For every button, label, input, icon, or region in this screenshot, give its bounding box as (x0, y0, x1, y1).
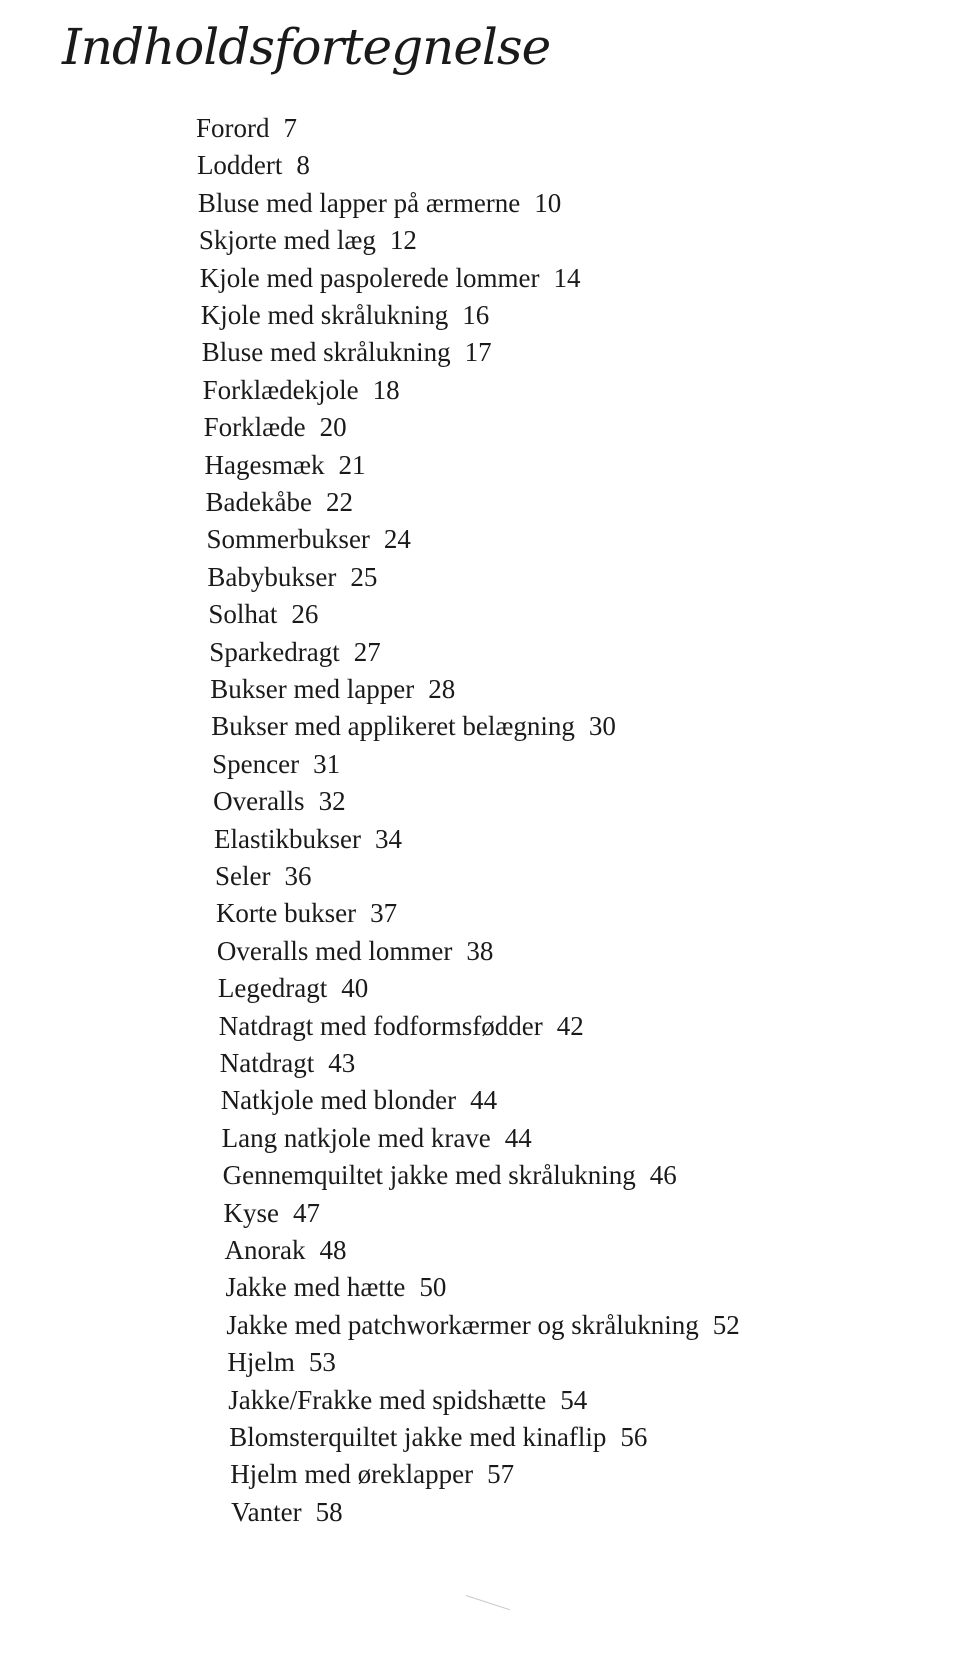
toc-entry (231, 1496, 342, 1528)
toc-entry-label: Anorak (224, 1235, 306, 1265)
toc-entry-label: Hjelm med øreklapper (230, 1459, 474, 1490)
toc-entry (203, 374, 400, 406)
toc-entry-label: Lang natkjole med krave (221, 1122, 491, 1153)
toc-entry (197, 149, 310, 181)
toc-entry-page-number: 21 (338, 449, 366, 480)
toc-entry-page-number: 44 (504, 1122, 532, 1153)
toc-entry-page-number: 16 (462, 300, 490, 330)
toc-entry-page-number: 22 (325, 487, 353, 517)
toc-entry-page-number: 50 (419, 1272, 447, 1303)
toc-entry-label: Jakke med hætte (225, 1272, 406, 1303)
toc-entry-page-number: 58 (315, 1496, 343, 1527)
toc-entry-label: Hjelm (227, 1347, 295, 1378)
toc-entry-page-number: 36 (284, 861, 312, 891)
toc-entry-label: Loddert (196, 150, 283, 181)
toc-entry-label: Kjole med paspolerede lommer (199, 262, 540, 293)
toc-entry-label: Forklæde (203, 412, 306, 443)
toc-entry-page-number: 54 (560, 1384, 588, 1415)
toc-entry-page-number: 25 (350, 561, 378, 592)
toc-entry-page-number: 44 (470, 1085, 498, 1116)
toc-entry (206, 486, 353, 518)
toc-entry-label: Bluse med lapper på ærmerne (197, 187, 521, 218)
toc-entry (196, 112, 297, 144)
toc-entry (222, 1122, 532, 1154)
page-title: Indholdsfortegnelse (62, 18, 551, 76)
toc-entry (204, 411, 347, 443)
toc-entry (211, 710, 616, 742)
toc-entry (212, 748, 340, 780)
toc-entry (229, 1421, 647, 1453)
toc-entry-label: Spencer (212, 748, 300, 779)
toc-entry-page-number: 30 (588, 711, 616, 742)
toc-entry-page-number: 28 (428, 674, 456, 704)
toc-entry (218, 972, 368, 1004)
toc-entry (225, 1271, 446, 1303)
toc-entry-page-number: 10 (534, 187, 562, 218)
toc-entry-page-number: 47 (293, 1197, 321, 1228)
toc-entry-label: Natdragt (219, 1048, 315, 1078)
toc-entry-label: Bukser med lapper (210, 674, 415, 704)
toc-entry (205, 449, 366, 481)
toc-entry (226, 1309, 739, 1341)
toc-entry-page-number: 20 (319, 412, 347, 443)
toc-entry-page-number: 38 (466, 935, 494, 966)
toc-entry (216, 897, 397, 929)
toc-entry (206, 523, 410, 555)
toc-entry-page-number: 32 (318, 786, 346, 817)
toc-entry (198, 187, 561, 219)
toc-entry (228, 1384, 587, 1416)
toc-entry-page-number: 56 (620, 1422, 648, 1452)
toc-entry-page-number: 57 (487, 1459, 515, 1490)
toc-entry (210, 673, 455, 705)
toc-entry-page-number: 53 (308, 1347, 336, 1378)
toc-entry-label: Badekåbe (205, 487, 312, 517)
pencil-mark (466, 1595, 510, 1610)
toc-entry-label: Natdragt med fodformsfødder (218, 1010, 543, 1041)
toc-entry-page-number: 17 (464, 337, 492, 368)
toc-entry-label: Blomsterquiltet jakke med kinaflip (229, 1422, 607, 1452)
toc-entry (208, 598, 318, 630)
toc-entry (224, 1197, 321, 1229)
toc-entry (199, 224, 417, 256)
toc-entry-label: Forklædekjole (202, 374, 359, 405)
toc-entry-page-number: 42 (556, 1010, 584, 1041)
toc-entry-label: Bukser med applikeret belægning (211, 711, 575, 742)
toc-entry-label: Legedragt (217, 973, 328, 1004)
toc-entry-label: Elastikbukser (214, 823, 362, 854)
toc-entry-page-number: 52 (712, 1309, 740, 1340)
toc-entry-page-number: 8 (296, 150, 310, 181)
toc-entry-page-number: 7 (283, 113, 297, 143)
toc-entry (209, 636, 380, 668)
toc-entry (223, 1159, 677, 1191)
toc-entry-label: Gennemquiltet jakke med skrålukning (222, 1160, 636, 1191)
toc-entry-label: Babybukser (207, 561, 337, 592)
toc-entry-label: Forord (196, 113, 270, 143)
toc-entry-page-number: 12 (389, 225, 417, 256)
toc-entry (200, 262, 581, 294)
toc-entry-page-number: 31 (313, 748, 341, 779)
toc-entry-label: Vanter (231, 1496, 302, 1527)
toc-entry (227, 1346, 336, 1378)
toc-entry-label: Solhat (208, 599, 278, 630)
toc-entry-page-number: 43 (328, 1048, 356, 1078)
toc-entry-page-number: 27 (353, 636, 381, 667)
toc-entry-page-number: 26 (291, 599, 319, 630)
toc-entry-label: Natkjole med blonder (220, 1085, 457, 1116)
toc-entry-page-number: 46 (649, 1160, 677, 1191)
toc-entry-label: Kyse (223, 1197, 280, 1228)
toc-entry (202, 336, 492, 368)
toc-entry-label: Hagesmæk (204, 449, 325, 480)
toc-entry-page-number: 24 (383, 524, 411, 555)
toc-entry-page-number: 40 (341, 973, 369, 1004)
toc-entry-label: Sparkedragt (209, 636, 340, 667)
toc-entry-label: Skjorte med læg (198, 225, 376, 256)
toc-entry-page-number: 18 (372, 374, 400, 405)
toc-entry-label: Kjole med skrålukning (200, 300, 449, 330)
toc-entry-page-number: 48 (319, 1235, 347, 1265)
toc-entry (219, 1010, 584, 1042)
toc-entry (225, 1234, 347, 1266)
toc-entry (213, 785, 345, 817)
toc-entry (217, 935, 493, 967)
toc-entry-label: Jakke med patchworkærmer og skrålukning (226, 1309, 699, 1340)
toc-entry-label: Overalls med lommer (216, 935, 453, 966)
toc-entry-label: Seler (215, 861, 271, 891)
toc-entry-label: Korte bukser (215, 898, 357, 929)
toc-entry-label: Jakke/Frakke med spidshætte (228, 1384, 547, 1415)
toc-entry (221, 1084, 497, 1116)
toc-entry-page-number: 34 (375, 823, 403, 854)
toc-entry (214, 823, 402, 855)
toc-entry-page-number: 37 (370, 898, 398, 929)
toc-entry-label: Overalls (213, 786, 305, 817)
toc-entry (201, 299, 489, 331)
toc-entry-label: Bluse med skrålukning (201, 337, 451, 368)
toc-entry (215, 860, 311, 892)
toc-entry-page-number: 14 (553, 262, 581, 293)
toc-entry (220, 1047, 355, 1079)
toc-entry (230, 1458, 514, 1490)
toc-entry-label: Sommerbukser (206, 524, 370, 555)
toc-entry (207, 561, 377, 593)
